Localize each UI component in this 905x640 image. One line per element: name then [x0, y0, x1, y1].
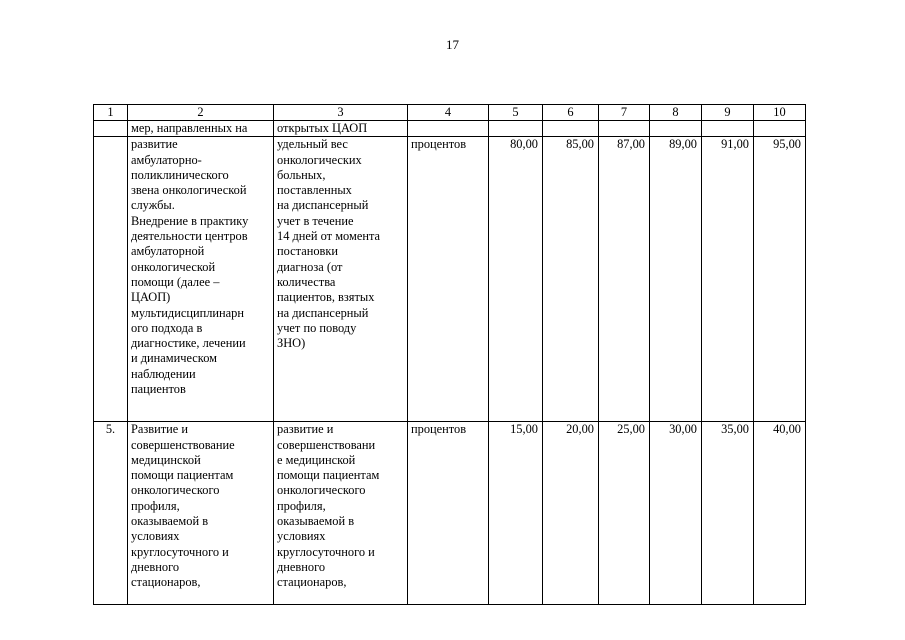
unit-cell: процентов	[408, 422, 489, 605]
event-cell: Развитие и совершенствование медицинской помощи пациентам онкологического профиля, оказываемой в условиях круглосуточного и дневного стационаров,	[128, 422, 274, 605]
value-cell: 40,00	[754, 422, 806, 605]
header-cell: 4	[408, 105, 489, 121]
header-cell: 2	[128, 105, 274, 121]
page-number: 17	[446, 37, 459, 52]
value-cell: 80,00	[489, 137, 543, 422]
row-number-cell: 5.	[94, 422, 128, 605]
header-cell: 3	[274, 105, 408, 121]
table-row	[94, 422, 806, 605]
value-cell: 95,00	[754, 137, 806, 422]
header-cell: 1	[94, 105, 128, 121]
value-cell: 89,00	[650, 137, 702, 422]
header-cell: 8	[650, 105, 702, 121]
unit-cell: процентов	[408, 137, 489, 422]
table-row	[94, 121, 806, 137]
header-cell: 7	[599, 105, 650, 121]
indicator-cell: удельный вес онкологических больных, поставленных на диспансерный учет в течение 14 дней от момента постановки диагноза (от количества пациентов, взятых на диспансерный учет по поводу ЗНО)	[274, 137, 408, 422]
header-cell: 5	[489, 105, 543, 121]
value-cell: 30,00	[650, 422, 702, 605]
event-cell: развитие амбулаторно- поликлинического звена онкологической службы. Внедрение в практику деятельности центров амбулаторной онкологической помощи (далее – ЦАОП) мультидисциплинарн ого подхода в диагностике, лечении и динамическом наблюдении пациентов	[128, 137, 274, 422]
value-cell	[754, 121, 806, 137]
row-number-cell	[94, 121, 128, 137]
table-row	[94, 137, 806, 422]
indicator-cell: развитие и совершенствовани е медицинской помощи пациентам онкологического профиля, оказываемой в условиях круглосуточного и дневного стационаров,	[274, 422, 408, 605]
value-cell	[702, 121, 754, 137]
value-cell: 20,00	[543, 422, 599, 605]
value-cell	[650, 121, 702, 137]
value-cell: 87,00	[599, 137, 650, 422]
value-cell: 35,00	[702, 422, 754, 605]
header-cell: 6	[543, 105, 599, 121]
indicators-table	[93, 104, 806, 605]
indicator-cell: открытых ЦАОП	[274, 121, 408, 137]
value-cell	[543, 121, 599, 137]
event-cell: мер, направленных на	[128, 121, 274, 137]
header-row	[94, 105, 806, 121]
value-cell	[599, 121, 650, 137]
value-cell	[489, 121, 543, 137]
value-cell: 15,00	[489, 422, 543, 605]
value-cell: 25,00	[599, 422, 650, 605]
header-cell: 9	[702, 105, 754, 121]
row-number-cell	[94, 137, 128, 422]
value-cell: 91,00	[702, 137, 754, 422]
header-cell: 10	[754, 105, 806, 121]
value-cell: 85,00	[543, 137, 599, 422]
unit-cell	[408, 121, 489, 137]
